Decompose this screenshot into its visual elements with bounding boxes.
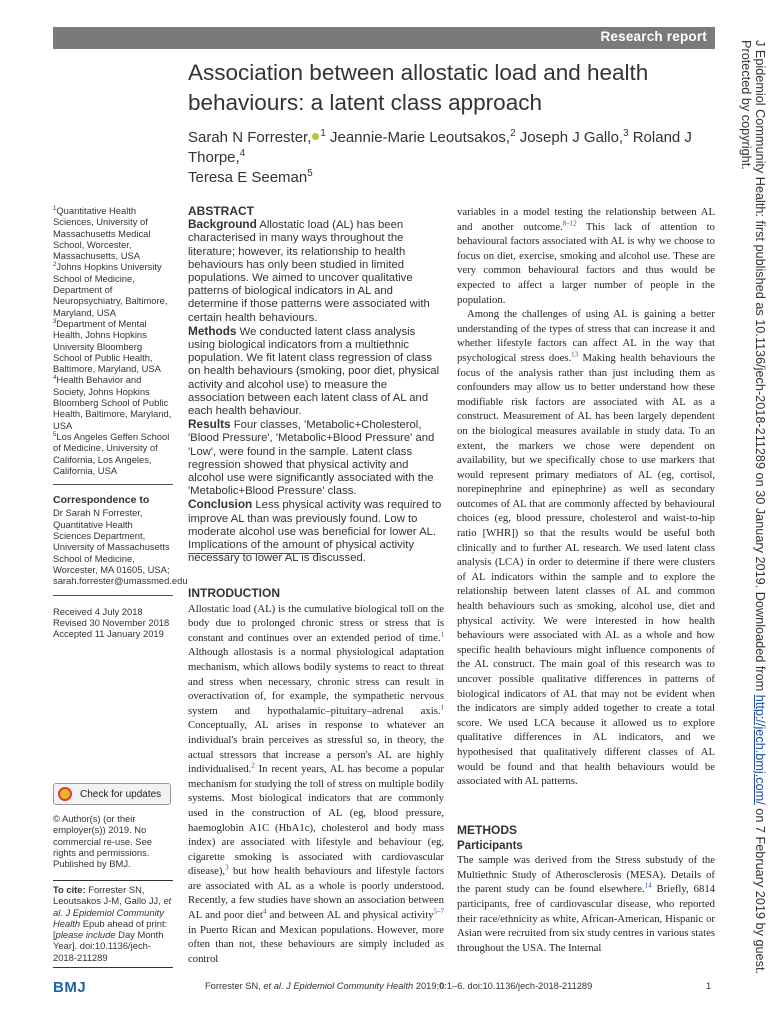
footer-citation: Forrester SN, et al. J Epidemiol Community Health 2019;0:1–6. doi:10.1136/jech-2018-211289 <box>205 981 593 991</box>
abstract-background: Background Allostatic load (AL) has been characterised in many ways throughout the literature; however, its relationship to health behaviours has only been studied in limited populations. We aimed to uncover qualitative patterns of biological indicators in AL and determine if those patterns were associated with certain health behaviours. <box>188 217 430 324</box>
participants-subheading: Participants <box>457 839 523 852</box>
accepted-date: Accepted 11 January 2019 <box>53 628 164 640</box>
to-cite-box: To cite: Forrester SN, Leoutsakos J-M, Gallo JJ, et al. J Epidemiol Community Health Epub ahead of print: [please include Day Month Year]. doi:10.1136/jech-2018-211289 <box>53 880 173 968</box>
introduction-heading: INTRODUCTION <box>188 586 280 600</box>
methods-heading: METHODS <box>457 823 517 837</box>
introduction-paragraph: Allostatic load (AL) is the cumulative biological toll on the body due to prolonged chronic stress or stress that is constant and continues over an extended period of time.$^1$ Although allostasis is a normal physiological adaptation mechanism, which allows bodily systems to react to threat and stress when necessary, chronic stress can result in overactivation of, for example, the sympathetic nervous system and hypothalamic–pituitary–adrenal axis.$^1$ Conceptually, AL arises in response to whatever an individual's brain perceives as stressful so, in theory, the actual stressors that increase a person's AL are highly individualised.$^2$ In recent years, AL has become a popular mechanism for studying the toll of stress on multiple bodily systems. Most biological indicators that are commonly used in the construction of AL (eg, blood pressure, haemoglobin A1C (HbA1c), cholesterol and body mass index) are associated with lifestyle and behaviour (eg, cigarette smoking is associated with cardiovascular disease),$^3$ but how health behaviours and lifestyle factors are associated with AL as a whole is poorly understood. Recently, a few studies have shown an association between AL and poor diet$^4$ and between AL and physical activity$^{5-7}$ in Puerto Rican and Mexican populations. However, more often than not, these behaviours are simply included as control <box>188 602 444 965</box>
abstract-results: Results Four classes, 'Metabolic+Cholesterol, 'Blood Pressure', 'Metabolic+Blood Pressure' and 'Low', were found in the sample. Latent class regression showed that physical activity and alcohol use were significantly associated with the 'Metabolic+Blood Pressure' class. <box>188 417 435 498</box>
correspondence <box>53 494 188 587</box>
page-number: 1 <box>706 981 712 991</box>
banner-label: Research report <box>600 29 707 44</box>
introduction-section <box>188 586 444 966</box>
side-citation-note <box>731 40 768 1010</box>
abstract-divider <box>188 553 321 554</box>
side-citation-text: J Epidemiol Community Health: first published as 10.1136/jech-2018-211289 on 30 January 2019. Downloaded from http://jech.bmj.com/ on 7 February 2019 by guest. Protected by copyright. <box>739 40 767 975</box>
correspondence-title: Correspondence to <box>53 494 150 507</box>
abstract-heading: ABSTRACT <box>188 204 254 218</box>
affiliations <box>53 205 173 476</box>
affiliation-item: $^5$Los Angeles Geffen School of Medicine, University of California, Los Angeles, California, USA <box>53 430 170 476</box>
received-date: Received 4 July 2018 <box>53 605 143 617</box>
divider <box>53 484 173 485</box>
affiliation-item: $^4$Health Behavior and Society, Johns Hopkins Bloomberg School of Public Health, Baltimore, Maryland, USA <box>53 374 172 431</box>
journal-link[interactable]: http://jech.bmj.com/ <box>753 694 767 805</box>
affiliation-item: $^3$Department of Mental Health, Johns Hopkins University Bloomberg School of Public Health, Baltimore, Maryland, USA <box>53 317 161 375</box>
license-text: © Author(s) (or their employer(s)) 2019. No commercial re-use. See rights and permissions. Published by BMJ. <box>53 813 152 870</box>
updates-icon <box>58 787 72 801</box>
article-title: Association between allostatic load and health behaviours: a latent class approach <box>188 60 649 115</box>
article-dates <box>53 606 173 640</box>
author-list: Sarah N Forrester, $^1$ Jeannie-Marie Leoutsakos,$^2$ Joseph J Gallo,$^3$ Roland J Thorpe,$^4$ Teresa E Seeman$^5$ <box>188 128 692 186</box>
correspondence-text: Dr Sarah N Forrester, Quantitative Health Sciences Department, University of Massachusetts School of Medicine, Worcester, MA 01605, USA; sarah.forrester@umassmed.edu <box>53 507 188 587</box>
abstract <box>188 205 444 565</box>
divider <box>53 595 173 596</box>
abstract-methods: Methods We conducted latent class analysis using biological indicators from a multiethnic population. We fit latent class regression of class on health behaviours (smoking, poor diet, physical activity and alcohol use) to measure the association between each latent class of AL and each health behaviour. <box>188 323 440 418</box>
bmj-logo: BMJ <box>53 979 87 996</box>
affiliation-item: $^2$Johns Hopkins University School of Medicine, Department of Neuropsychiatry, Baltimore, Maryland, USA <box>53 261 168 318</box>
check-for-updates-button[interactable] <box>53 783 171 805</box>
methods-paragraph: The sample was derived from the Stress substudy of the Multiethnic Study of Atherosclerosis (MESA). Details of the parent study can be found elsewhere.$^{14}$ Briefly, 6814 participants, free of cardiovascular disease, who reported their race/ethnicity as white, African-American, Hispanic or Asian were recruited from six study centres in various states throughout the USA. The Internal <box>457 854 716 954</box>
abstract-conclusion: Conclusion Less physical activity was required to improve AL than was previously found. Low to moderate alcohol use was beneficial for lower AL. Implications of the amount of physical activity necessary to lower AL is discussed. <box>188 497 442 565</box>
body-paragraph: Among the challenges of using AL is gaining a better understanding of the types of stress that can increase it and whether lifestyle factors can affect AL in the way that psychological stress does.$^{13}$ Making health behaviours the focus of the analysis rather than just including them as confounders may allow us to better understand how these modifiable risk factors are associated with AL as a construct. Measurement of AL has been largely dependent on the biological measures available in study data. To an extent, the markers we chose were dependent on availability, but we specifically chose to use markers that would represent primary mediators of AL (eg, cortisol, norepinephrine and epinephrine) as well as secondary outcomes of AL that are commonly affected by behavioural choices (eg, blood pressure, cholesterol and waist-to-hip ratio [WHR]) so that the results would be useful both clinically and to further AL research. We used latent class analysis (LCA) in order to determine if there were clusters of AL indicators within the sample and to explore the relationship between latent classes of AL and common health behaviours such as smoking, alcohol use, diet and physical activity. We were interested in how health behaviours were associated with AL as a whole and how specific health behaviours might influence components of the AL construct. The main goal of this research was to uncover possible qualitative differences in patterns of biological indicators of AL that may not be evident when the indicators are simply added together to create a total score. We used LCA because it allowed us to explore qualitative differences in AL indicators, and we hypothesised that qualitatively different classes of AL would be found and that health behaviours would be associated with AL patterns. <box>457 308 716 788</box>
revised-date: Revised 30 November 2018 <box>53 616 170 628</box>
check-for-updates-label: Check for updates <box>80 788 162 800</box>
body-paragraph: variables in a model testing the relationship between AL and another outcome.$^{8-12}$ This lack of attention to behavioural factors associated with AL is why we choose to focus on diet, exercise, smoking and alcohol use. These are very common behavioural factors and thus would be expected to affect a larger number of people in the population. <box>457 206 715 306</box>
right-column-text <box>457 205 715 789</box>
section-banner <box>53 27 715 49</box>
affiliation-item: $^1$Quantitative Health Sciences, University of Massachusetts Medical School, Worcester, Massachusetts, USA <box>53 204 151 262</box>
methods-section <box>457 823 715 955</box>
left-sidebar <box>53 204 188 640</box>
orcid-icon[interactable] <box>312 133 319 140</box>
